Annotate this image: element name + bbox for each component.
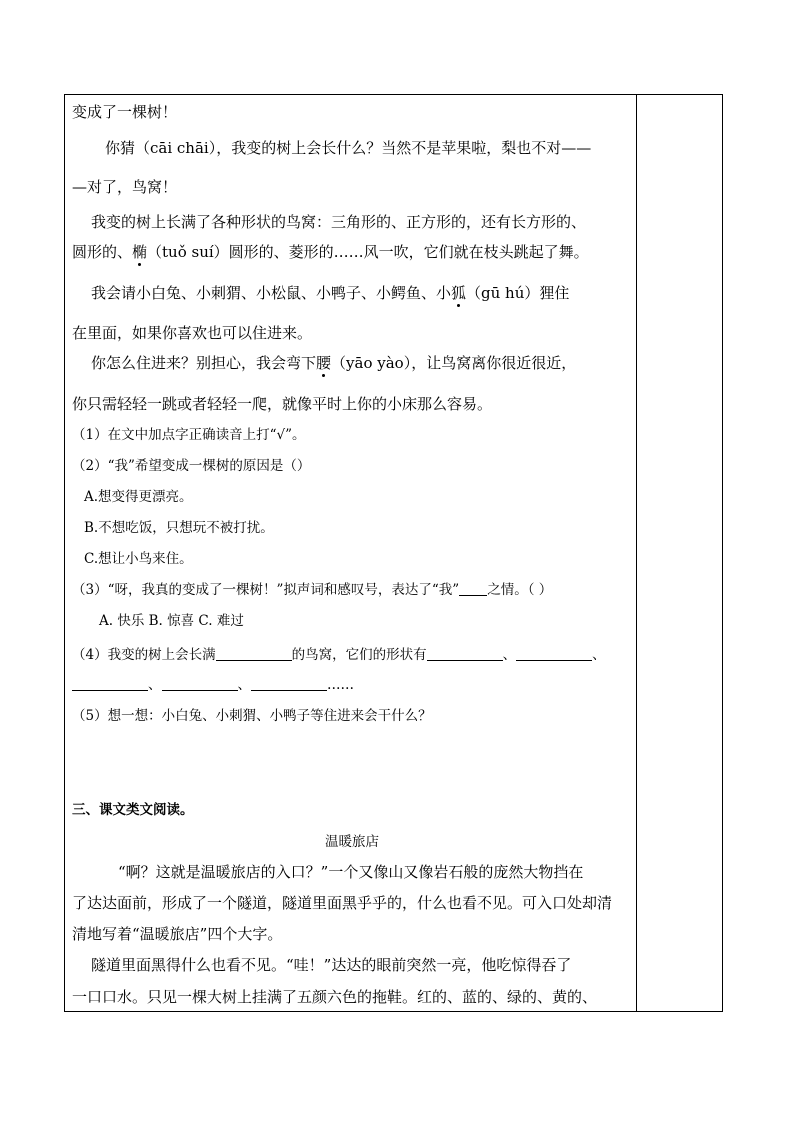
question-1: （1）在文中加点字正确读音上打“√”。 (72, 427, 306, 443)
option-c: C.想让小鸟来住。 (84, 551, 193, 567)
question-5: （5）想一想：小白兔、小刺猬、小鸭子等住进来会干什么？ (72, 708, 432, 724)
passage-line: 隧道里面黑得什么也看不见。“哇！”达达的眼前突然一亮，他吃惊得吞了 (91, 956, 572, 974)
answer-blank[interactable] (251, 676, 327, 691)
answer-blank[interactable] (216, 646, 292, 661)
section-heading: 三、课文类文阅读。 (72, 802, 194, 818)
passage-line: 你怎么住进来？别担心，我会弯下腰（yāo yào），让鸟窝离你很近很近， (91, 354, 577, 372)
dotted-char: 腰 (316, 354, 332, 372)
question-3: （3）“呀，我真的变成了一棵树！”拟声词和感叹号，表达了“我” 之情。（ ） (72, 582, 553, 598)
passage-line: 你只需轻轻一跳或者轻轻一爬，就像平时上你的小床那么容易。 (72, 395, 493, 413)
passage-line: 了达达面前，形成了一个隧道，隧道里面黑乎乎的，什么也看不见。可入口处却清 (72, 894, 613, 912)
passage-line: 我变的树上长满了各种形状的鸟窝：三角形的、正方形的，还有长方形的、 (91, 213, 587, 231)
passage-line: 在里面，如果你喜欢也可以住进来。 (72, 324, 313, 342)
passage-line: “啊？这就是温暖旅店的入口？”一个又像山又像岩石般的庞然大物挡在 (118, 863, 584, 881)
dotted-char: 狐 (451, 284, 467, 302)
option-b: B.不想吃饭，只想玩不被打扰。 (84, 520, 274, 536)
passage-line: 清地写着“温暖旅店”四个大字。 (72, 925, 283, 943)
answer-blank[interactable] (459, 581, 487, 596)
passage-line: 一口口水。只见一棵大树上挂满了五颜六色的拖鞋。红的、蓝的、绿的、黄的、 (72, 988, 598, 1006)
question-2: （2）“我”希望变成一棵树的原因是（） (72, 458, 311, 474)
question-3-options: A. 快乐 B. 惊喜 C. 难过 (99, 613, 244, 629)
passage-line: 变成了一棵树！ (72, 103, 178, 121)
passage-line: —对了，鸟窝！ (72, 178, 178, 196)
question-4-line2: 、 、 …… (72, 676, 632, 694)
passage-line: 圆形的、椭（tuǒ suí）圆形的、菱形的……风一吹，它们就在枝头跳起了舞。 (72, 243, 589, 261)
dotted-char: 椭 (132, 243, 148, 261)
question-4: （4）我变的树上会长满 的鸟窝，它们的形状有 、 、 (72, 647, 606, 663)
answer-blank[interactable] (516, 646, 592, 661)
answer-blank[interactable] (162, 676, 238, 691)
passage-line: 你猜（cāi chāi），我变的树上会长什么？当然不是苹果啦，梨也不对—— (105, 139, 592, 157)
option-a: A.想变得更漂亮。 (84, 489, 193, 505)
passage-line: 我会请小白兔、小刺猬、小松鼠、小鸭子、小鳄鱼、小狐（gū hú）狸住 (91, 284, 570, 302)
answer-blank[interactable] (72, 676, 148, 691)
passage-title: 温暖旅店 (325, 834, 379, 850)
answer-blank[interactable] (427, 646, 503, 661)
